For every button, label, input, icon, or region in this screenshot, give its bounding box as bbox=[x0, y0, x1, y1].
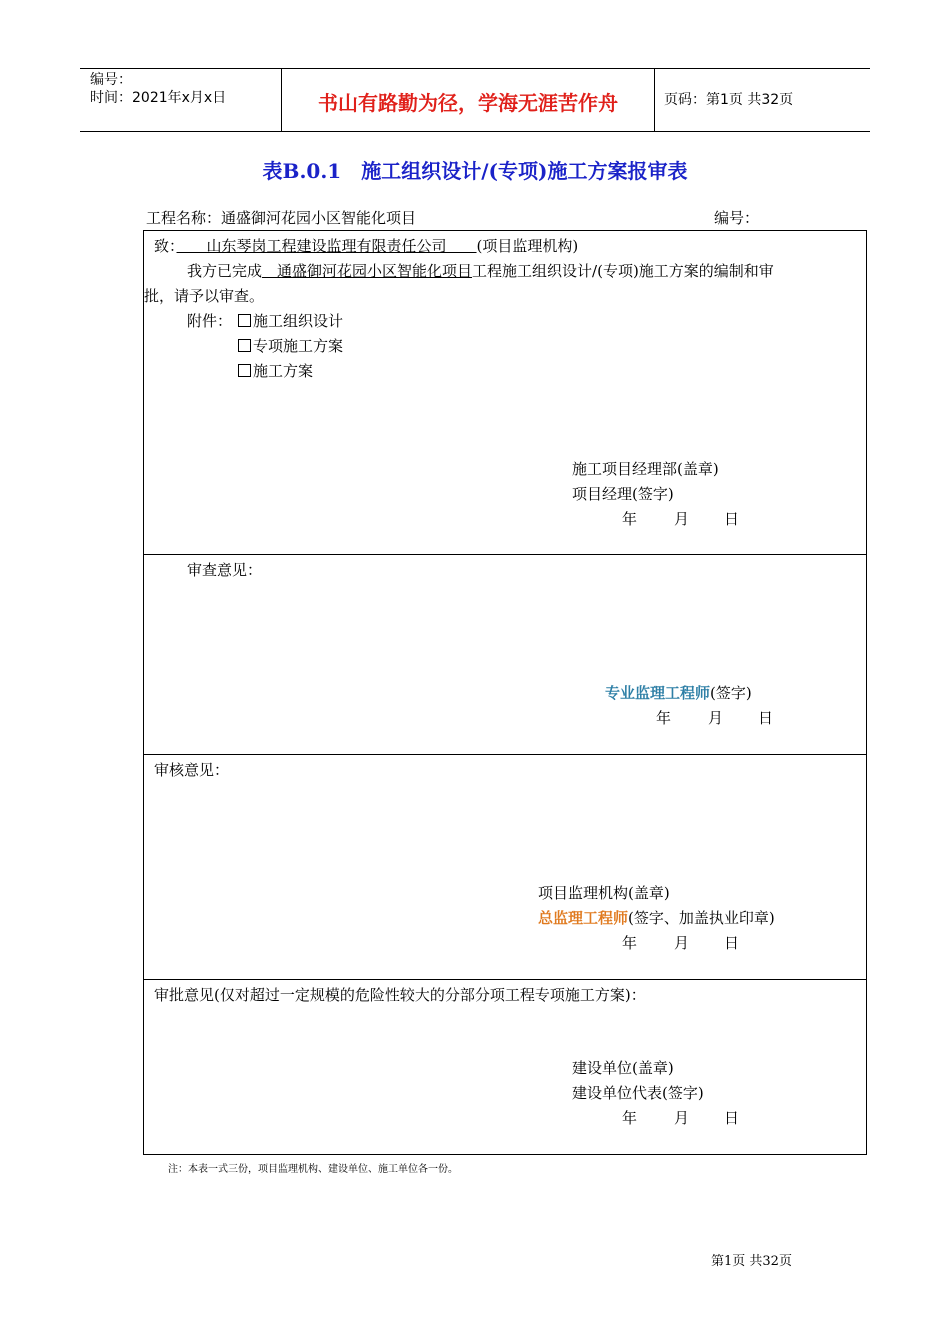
attachment-label: 附件： bbox=[187, 312, 233, 330]
specialist-engineer-role: 专业监理工程师 bbox=[605, 684, 711, 702]
form-note: 注：本表一式三份，项目监理机构、建设单位、施工单位各一份。 bbox=[168, 1164, 458, 1175]
project-name: 通盛御河花园小区智能化项目 bbox=[262, 262, 473, 280]
submission-section bbox=[143, 230, 867, 555]
completion-suffix: 工程施工组织设计/(专项)施工方案的编制和审 bbox=[472, 262, 774, 280]
owner-unit-seal: 建设单位(盖章) bbox=[572, 1059, 674, 1077]
header-meta bbox=[90, 71, 226, 107]
review-section bbox=[143, 554, 867, 755]
sign-date: 年 月 日 bbox=[622, 510, 740, 528]
header-number-label: 编号： bbox=[90, 72, 132, 88]
supervision-org: 山东琴岗工程建设监理有限责任公司 bbox=[176, 237, 477, 255]
header-page-code: 页码：第1页 共32页 bbox=[664, 92, 794, 108]
checkbox[interactable] bbox=[238, 339, 251, 352]
sign-date: 年 月 日 bbox=[622, 1109, 740, 1127]
project-name-label: 工程名称：通盛御河花园小区智能化项目 bbox=[146, 209, 417, 227]
specialist-engineer-signature: 专业监理工程师(签字) bbox=[605, 684, 752, 702]
page-footer: 第1页 共32页 bbox=[711, 1254, 792, 1269]
attachment-item[interactable]: 专项施工方案 bbox=[238, 335, 343, 356]
chief-engineer-role: 总监理工程师 bbox=[538, 909, 629, 927]
completion-line bbox=[187, 260, 774, 281]
approval-section bbox=[143, 979, 867, 1155]
checkbox[interactable] bbox=[238, 364, 251, 377]
audit-opinion-label: 审核意见： bbox=[154, 761, 230, 779]
attachment-item[interactable]: 施工组织设计 bbox=[238, 310, 343, 331]
header-divider bbox=[654, 69, 655, 131]
completion-prefix: 我方已完成 bbox=[187, 262, 263, 280]
completion-line-2: 批，请予以审查。 bbox=[144, 287, 265, 305]
audit-section bbox=[143, 754, 867, 980]
header-time-label: 时间：2021年x月x日 bbox=[90, 90, 227, 106]
sign-date: 年 月 日 bbox=[622, 934, 740, 952]
serial-label: 编号： bbox=[714, 209, 760, 227]
to-suffix: (项目监理机构) bbox=[476, 237, 579, 255]
approval-opinion-label: 审批意见(仅对超过一定规模的危险性较大的分部分项工程专项施工方案)： bbox=[154, 986, 646, 1004]
supervision-org-seal: 项目监理机构(盖章) bbox=[538, 884, 670, 902]
sign-date: 年 月 日 bbox=[656, 709, 774, 727]
chief-engineer-signature: 总监理工程师(签字、加盖执业印章) bbox=[538, 909, 775, 927]
to-prefix: 致： bbox=[154, 237, 177, 255]
header-motto: 书山有路勤为径，学海无涯苦作舟 bbox=[318, 91, 618, 115]
owner-rep-signature: 建设单位代表(签字) bbox=[572, 1084, 704, 1102]
form-title: 表B.0.1 施工组织设计/(专项)施工方案报审表 bbox=[262, 159, 688, 183]
project-manager-signature: 项目经理(签字) bbox=[572, 485, 674, 503]
review-opinion-label: 审查意见： bbox=[187, 561, 263, 579]
checkbox[interactable] bbox=[238, 314, 251, 327]
attachment-item[interactable]: 施工方案 bbox=[238, 360, 313, 381]
contractor-dept-seal: 施工项目经理部(盖章) bbox=[572, 460, 719, 478]
page-header bbox=[80, 68, 870, 132]
addressee-line bbox=[154, 235, 578, 256]
